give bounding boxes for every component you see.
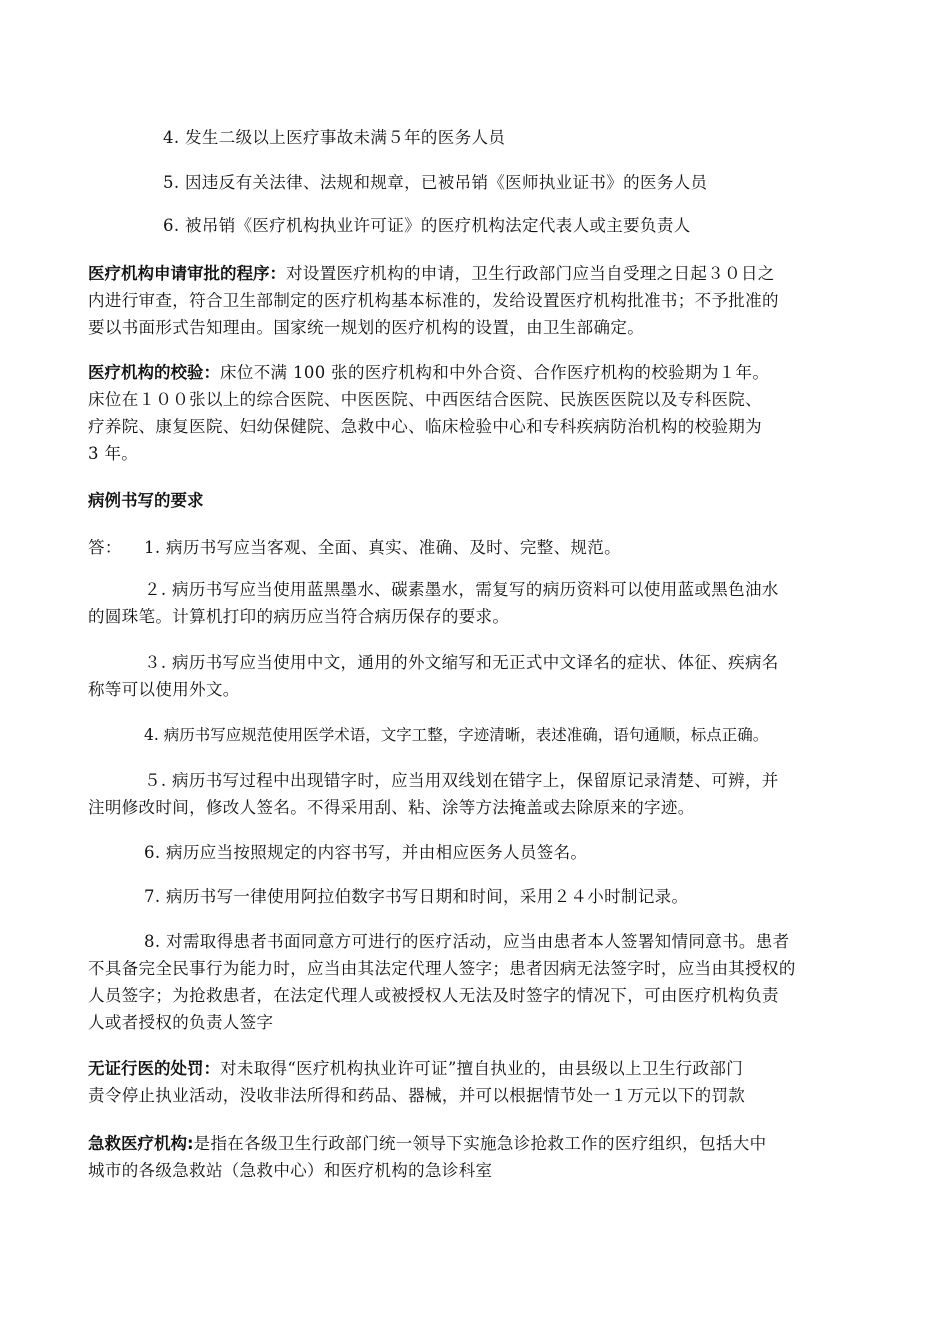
list-item: 5. 因违反有关法律、法规和规章，已被吊销《医师执业证书》的医务人员 [163, 173, 708, 192]
verification-text: 床位在１００张以上的综合医院、中医医院、中西医结合医院、民族医医院以及专科医院、 [88, 390, 762, 409]
records-item-text: 的圆珠笔。计算机打印的病历应当符合病历保存的要求。 [88, 607, 510, 626]
records-item-text: 注明修改时间，修改人签名。不得采用刮、粘、涂等方法掩盖或去除原来的字迹。 [88, 798, 695, 817]
penalty-text: 责令停止执业活动，没收非法所得和药品、器械，并可以根据情节处一１万元以下的罚款 [88, 1086, 746, 1105]
list-item: 6. 被吊销《医疗机构执业许可证》的医疗机构法定代表人或主要负责人 [163, 216, 691, 235]
records-item-2: ２. 病历书写应当使用蓝黑墨水、碳素墨水，需复写的病历资料可以使用蓝或黑色油水 [144, 580, 779, 599]
records-item-text: 人或者授权的负责人签字 [88, 1013, 274, 1032]
verification-text: 疗养院、康复医院、妇幼保健院、急救中心、临床检验中心和专科疾病防治机构的校验期为 [88, 417, 762, 436]
records-item-6: 6. 病历应当按照规定的内容书写，并由相应医务人员签名。 [144, 843, 588, 862]
verification-text: 3 年。 [88, 444, 139, 463]
approval-paragraph [88, 263, 868, 285]
verification-heading: 医疗机构的校验： [88, 363, 220, 382]
verification-text: 床位不满 100 张的医疗机构和中外合资、合作医疗机构的校验期为１年。 [220, 363, 770, 382]
emergency-heading: 急救医疗机构: [88, 1134, 194, 1153]
verification-paragraph [88, 362, 868, 384]
emergency-text: 城市的各级急救站（急救中心）和医疗机构的急诊科室 [88, 1161, 493, 1180]
emergency-text: 是指在各级卫生行政部门统一领导下实施急诊抢救工作的医疗组织，包括大中 [193, 1134, 767, 1153]
records-item-text: 不具备完全民事行为能力时，应当由其法定代理人签字；患者因病无法签字时，应当由其授权的 [88, 959, 796, 978]
penalty-heading: 无证行医的处罚： [88, 1059, 220, 1078]
records-item-8: 8. 对需取得患者书面同意方可进行的医疗活动，应当由患者本人签署知情同意书。患者 [144, 932, 790, 951]
records-item-3: ３. 病历书写应当使用中文，通用的外文缩写和无正式中文译名的症状、体征、疾病名 [144, 653, 779, 672]
answer-label: 答： [88, 538, 122, 557]
records-item-text: 人员签字；为抢救患者，在法定代理人或被授权人无法及时签字的情况下，可由医疗机构负责 [88, 986, 779, 1005]
records-item-1 [88, 537, 868, 559]
approval-text: 要以书面形式告知理由。国家统一规划的医疗机构的设置，由卫生部确定。 [88, 318, 645, 337]
penalty-text: 对未取得“医疗机构执业许可证”擅自执业的，由县级以上卫生行政部门 [220, 1059, 744, 1078]
approval-heading: 医疗机构申请审批的程序： [88, 264, 286, 283]
records-heading: 病例书写的要求 [88, 491, 204, 510]
records-item-7: 7. 病历书写一律使用阿拉伯数字书写日期和时间，采用２４小时制记录。 [144, 887, 689, 906]
approval-text: 对设置医疗机构的申请，卫生行政部门应当自受理之日起３０日之 [286, 264, 775, 283]
penalty-paragraph [88, 1058, 868, 1080]
records-item-5: ５. 病历书写过程中出现错字时，应当用双线划在错字上，保留原记录清楚、可辨，并 [144, 771, 779, 790]
emergency-paragraph [88, 1133, 868, 1155]
records-item-text: 1. 病历书写应当客观、全面、真实、准确、及时、完整、规范。 [144, 538, 621, 557]
records-item-4: 4. 病历书写应规范使用医学术语，文字工整，字迹清晰，表述准确，语句通顺，标点正确。 [144, 726, 769, 744]
records-item-text: 称等可以使用外文。 [88, 680, 240, 699]
list-item: 4. 发生二级以上医疗事故未满５年的医务人员 [163, 128, 506, 147]
approval-text: 内进行审查，符合卫生部制定的医疗机构基本标准的，发给设置医疗机构批准书；不予批准的 [88, 291, 779, 310]
